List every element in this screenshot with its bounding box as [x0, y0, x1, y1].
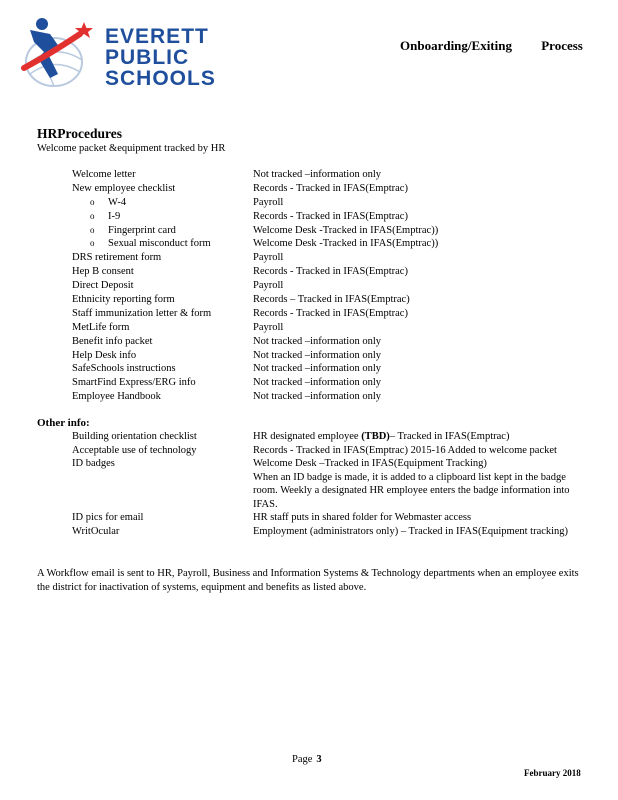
item-label: Ethnicity reporting form — [72, 294, 175, 306]
table-row — [72, 349, 592, 363]
tracking-status — [253, 430, 592, 444]
status-text: Welcome Desk –Tracked in IFAS(Equipment Tracking) — [253, 458, 487, 469]
table-row — [72, 251, 592, 265]
tracking-status: Welcome Desk -Tracked in IFAS(Emptrac)) — [253, 238, 439, 250]
tracking-status — [253, 511, 592, 525]
tracking-status: Payroll — [253, 252, 284, 264]
tracking-status: Records – Tracked in IFAS(Emptrac) — [253, 294, 410, 306]
item-label: ID badges — [72, 458, 115, 469]
table-row — [72, 237, 592, 251]
tracking-status: Not tracked –information only — [253, 391, 382, 403]
item-label: Building orientation checklist — [72, 431, 197, 442]
logo-line-1: EVERETT — [105, 25, 209, 48]
item-label: Hep B consent — [72, 266, 134, 278]
other-info-heading: Other info: — [37, 417, 90, 429]
tracking-status: Welcome Desk -Tracked in IFAS(Emptrac)) — [253, 224, 439, 236]
item-label: SafeSchools instructions — [72, 363, 176, 375]
table-row — [72, 321, 592, 335]
table-row — [72, 511, 592, 525]
tracking-status: Not tracked –information only — [253, 335, 382, 347]
table-row — [72, 182, 592, 196]
page-number: 3 — [316, 754, 322, 765]
tracking-status: Records - Tracked in IFAS(Emptrac) — [253, 307, 408, 319]
tracking-status: Records - Tracked in IFAS(Emptrac) — [253, 210, 408, 222]
table-row — [72, 390, 592, 404]
item-label: Employee Handbook — [72, 391, 161, 403]
table-row — [72, 444, 592, 458]
table-row — [72, 471, 592, 512]
other-info-table — [72, 430, 592, 538]
header-title-process: Process — [541, 38, 583, 53]
status-text: When an ID badge is made, it is added to a clipboard list kept in the badge room. Weekly a designated HR employee enters the badge information into IFAS. — [253, 471, 570, 510]
item-label: Welcome letter — [72, 169, 136, 180]
item-label: Staff immunization letter & form — [72, 307, 212, 319]
status-text: Employment (administrators only) – Tracked in IFAS(Equipment tracking) — [253, 525, 569, 537]
tracking-status: Records - Tracked in IFAS(Emptrac) — [253, 182, 408, 194]
tracking-status: Not tracked –information only — [253, 377, 382, 389]
table-row — [72, 293, 592, 307]
table-row — [72, 362, 592, 376]
tracking-status — [253, 471, 592, 512]
item-label: WritOcular — [72, 525, 120, 537]
header-title-onboarding: Onboarding/Exiting — [400, 38, 512, 53]
status-emphasis: (TBD) — [361, 431, 390, 442]
item-label: o Sexual misconduct form — [72, 237, 253, 251]
status-text-tail: – Tracked in IFAS(Emptrac) — [389, 431, 510, 442]
tracking-status: Payroll — [253, 280, 284, 292]
tracking-status: Payroll — [253, 321, 284, 333]
item-label: SmartFind Express/ERG info — [72, 377, 196, 389]
table-row — [72, 265, 592, 279]
table-row — [72, 376, 592, 390]
item-label: Benefit info packet — [72, 335, 153, 347]
item-label: ID pics for email — [72, 512, 144, 523]
item-label: o W-4 — [72, 196, 253, 210]
table-row — [72, 224, 592, 238]
status-text: HR staff puts in shared folder for Webmaster access — [253, 512, 472, 523]
logo-line-2: PUBLIC — [105, 46, 190, 69]
status-text: Records - Tracked in IFAS(Emptrac) 2015-16 Added to welcome packet — [253, 444, 557, 456]
hr-procedures-subline: Welcome packet &equipment tracked by HR — [37, 143, 226, 154]
tracking-status: Not tracked –information only — [253, 169, 382, 180]
hr-procedures-table — [72, 168, 592, 404]
page-label: Page — [292, 754, 313, 765]
table-row — [72, 430, 592, 444]
tracking-status: Payroll — [253, 196, 284, 208]
status-text: HR designated employee — [253, 431, 362, 442]
footer-date: February 2018 — [524, 768, 581, 778]
table-row — [72, 196, 592, 210]
item-label: Direct Deposit — [72, 280, 134, 292]
item-label: DRS retirement form — [72, 252, 162, 264]
logo-line-3: SCHOOLS — [105, 67, 216, 90]
item-label: Acceptable use of technology — [72, 444, 197, 456]
table-row — [72, 210, 592, 224]
logo-wordmark — [105, 26, 216, 89]
tracking-status: Not tracked –information only — [253, 349, 382, 361]
item-label: o I-9 — [72, 210, 253, 224]
workflow-paragraph: A Workflow email is sent to HR, Payroll, Business and Information Systems & Technology departments when an employee exits the district for inactivation of systems, equipment and benefits as listed above. — [37, 568, 579, 593]
item-label: MetLife form — [72, 321, 130, 333]
table-row — [72, 279, 592, 293]
table-row — [72, 525, 592, 539]
item-label — [72, 471, 253, 512]
hr-procedures-heading: HRProcedures — [37, 126, 122, 141]
tracking-status: Not tracked –information only — [253, 363, 382, 375]
table-row — [72, 335, 592, 349]
item-label: Help Desk info — [72, 349, 137, 361]
page-number-footer — [292, 754, 322, 765]
table-row — [72, 307, 592, 321]
runner-globe-icon — [20, 12, 100, 90]
document-header-title — [400, 38, 583, 54]
table-row — [72, 168, 592, 182]
table-row — [72, 457, 592, 471]
item-label: New employee checklist — [72, 182, 176, 194]
item-label: o Fingerprint card — [72, 224, 253, 238]
tracking-status — [253, 457, 592, 471]
everett-public-schools-logo — [20, 12, 216, 90]
tracking-status — [253, 444, 592, 458]
tracking-status: Records - Tracked in IFAS(Emptrac) — [253, 266, 408, 278]
tracking-status — [253, 525, 592, 539]
